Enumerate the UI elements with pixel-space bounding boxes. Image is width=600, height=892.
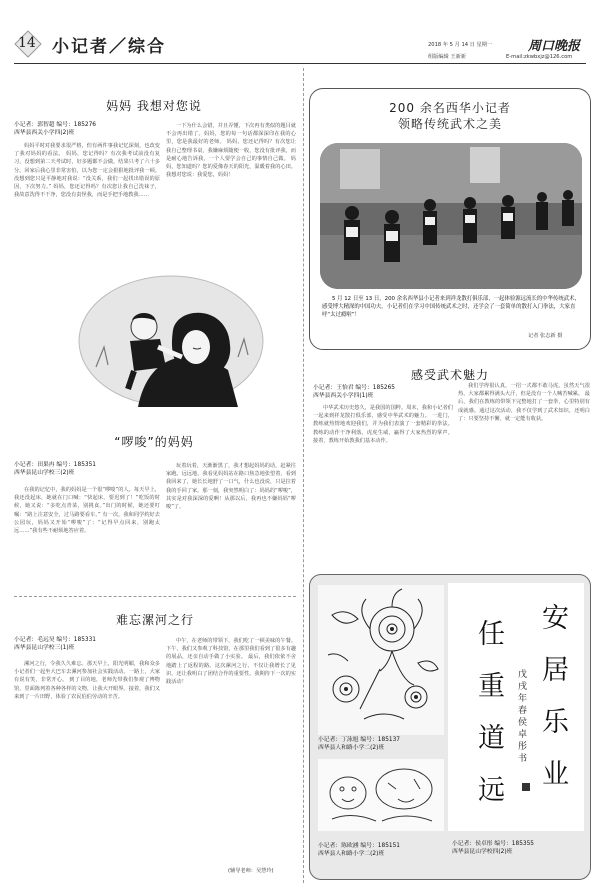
calligraphy-col1: 安居乐业 bbox=[542, 603, 569, 790]
article2-title: “啰唆”的妈妈 bbox=[114, 435, 194, 449]
calligraphy-inscription: 戊戌年春侯卓彤书 bbox=[518, 670, 528, 764]
illustration-svg bbox=[78, 275, 264, 407]
article4-col2: 我们学得很认真，一招一式都不敢马虎。虽然天气很热，大家都累得满头大汗，但是没有一个人喊苦喊累。 最后，我们在教练的带领下完整地打了一套拳，心里特别有成就感。通过这次活动，我不仅学到了武术知识，还明白了：只要坚持不懈，就一定能有收获。 bbox=[458, 383, 590, 422]
article2-school: 西华县昆山学校三(2)班 bbox=[14, 469, 75, 476]
flower-drawing-svg bbox=[318, 585, 444, 735]
art2-school: 西华县人和路小学二(2)班 bbox=[318, 850, 385, 857]
photo-caption: 5 月 12 日至 13 日，200 余名西华县小记者来到祥龙散打俱乐部，一起体验源远流长的中华传统武术，感受博大精深的中国功夫。小记者们在学习中国传统武术之时，还学会了一套简单的散打入门拳法，大家直呼“太过瘾啦”！ bbox=[322, 296, 580, 319]
page-number: 14 bbox=[18, 35, 36, 51]
art2-author: 小记者：陈欧涵 编号：185151 bbox=[318, 843, 400, 849]
art3-school: 西华县昆山学校四(2)班 bbox=[452, 848, 513, 855]
article3-author: 小记者：毛远昊 编号：185331 bbox=[14, 637, 96, 643]
article1-school: 西华县西关小学四(2)班 bbox=[14, 129, 75, 136]
cartoon-drawing bbox=[318, 759, 444, 831]
editors-line: 组版编辑 王新新 bbox=[428, 54, 466, 60]
cartoon-drawing-svg bbox=[318, 759, 444, 831]
photo-credit: 记者 张志新 摄 bbox=[528, 333, 563, 339]
column-divider bbox=[303, 68, 304, 883]
calligraphy-col2: 任重道远 bbox=[478, 619, 505, 806]
article1-author: 小记者：郭智超 编号：185276 bbox=[14, 122, 96, 128]
art1-byline bbox=[318, 737, 448, 752]
photo-news-title-line2: 领略传统武术之美 bbox=[397, 117, 502, 131]
article3-school: 西华县昆山学校三(1)班 bbox=[14, 644, 75, 651]
section-title: 小记者／综合 bbox=[52, 37, 166, 57]
page-number-badge bbox=[14, 30, 42, 58]
art3-author: 小记者：侯卓彤 编号：185355 bbox=[452, 841, 534, 847]
martial-arts-photo bbox=[320, 143, 582, 289]
date-line: 2018 年 5 月 14 日 星期一 bbox=[428, 42, 493, 48]
art-corner-box bbox=[309, 574, 591, 880]
article3-byline bbox=[14, 637, 164, 652]
article3-teacher: (辅导老师：吴慧玲) bbox=[228, 868, 274, 874]
logo-text: 周口晚报 bbox=[528, 39, 581, 54]
article4-title: 感受武术魅力 bbox=[410, 368, 489, 382]
art2-byline bbox=[318, 843, 448, 858]
martial-arts-photo-svg bbox=[320, 143, 582, 289]
article4-author: 小记者：王怡君 编号：185265 bbox=[313, 385, 395, 391]
photo-news-title-line1: 200 余名西华小记者 bbox=[389, 101, 511, 115]
article2-col1: 在我的记忆中，我的妈妈是一个很“啰唆”的人。每天早上，我还没起床，她就在门口喊：“快起床，要迟到了！”吃饭的时候，她又说：“多吃点青菜，别挑食。”出门的时候，她还要叮嘱：“路上注意安全，过马路要看车。” 有一次，我和同学约好去公园玩，妈妈又开始“啰唆”了：“记得早点回来，别跑太远……”我有些不耐烦地答应着。 bbox=[14, 487, 160, 535]
article4-school: 西华县西关小学四(1)班 bbox=[313, 392, 374, 399]
calligraphy-seal bbox=[522, 783, 530, 791]
article4-byline bbox=[313, 385, 463, 400]
art1-school: 西华县人和路小学二(2)班 bbox=[318, 744, 385, 751]
flower-drawing bbox=[318, 585, 444, 735]
article1-col1: 妈妈平时对我要求很严格，但有两件事我记忆深刻，也改变了我对妈妈的看法。 妈妈，您记得吗？有次我考试前没有复习，没想到第二天考试时，好多题都不会做，结果只考了六十多分。回家后我心里非常害怕，以为您一定会狠狠地批评我一顿。没想到您只是平静地对我说：“没关系，我们一起找出错误的原因，下次努力。” 妈妈，您还记得吗？有次您让我自己洗袜子，我故意洗得不干净，您没有责怪我，而是手把手地教我…… bbox=[14, 143, 160, 199]
article3-col2: 中午，在老师的带领下，我们吃了一顿美味的午餐。下午，我们又参观了科技馆，在那里我们看到了很多有趣的展品，还亲自动手做了小实验。 最后，我们依依不舍地踏上了返程的路。这次漯河之行，不仅让我增长了见识，还让我明白了团结合作的重要性。我期待下一次的实践活动！ bbox=[166, 638, 296, 686]
art3-byline bbox=[452, 841, 592, 856]
article1-col2: 一下为什么会错，并且弄懂，下次再有类似的题目就不会再出错了。妈妈，您的每一句话都深深印在我的心里，您是我最好的老师。 妈妈，您还记得吗？有次您让我自己整理书桌，我嫌麻烦随便一收，您没有批评我，而是耐心地告诉我，一个人要学会自己的事情自己做。 妈妈，您知道吗？您的爱像春天的阳光，温暖着我的心田。我想对您说：我爱您，妈妈！ bbox=[166, 123, 296, 179]
photo-news-box bbox=[309, 88, 591, 350]
mother-child-illustration bbox=[78, 275, 264, 407]
article3-title: 难忘漯河之行 bbox=[115, 613, 194, 627]
page-header bbox=[14, 30, 586, 66]
article2-col2: 玩着玩着，天渐渐黑了，我才想起妈妈的话，赶紧往家跑。远远地，我看见妈妈站在路口焦急地张望着，看到我回来了，她长长地舒了一口气，什么也没说，只是拉着我的手回了家。那一刻，我突然明白了：妈妈的“啰唆”，其实是对我深深的爱啊！从那以后，我再也不嫌妈妈“啰唆”了。 bbox=[166, 463, 296, 511]
divider-left-middle bbox=[14, 596, 296, 597]
calligraphy-panel bbox=[448, 583, 584, 831]
article1-byline bbox=[14, 122, 164, 137]
email-line: E-mail:zkwbxjz@126.com bbox=[506, 54, 573, 60]
article2-byline bbox=[14, 462, 164, 477]
article2-author: 小记者：田果冉 编号：185351 bbox=[14, 462, 96, 468]
article1-title: 妈妈 我想对您说 bbox=[106, 99, 202, 113]
header-rule bbox=[14, 63, 586, 64]
article3-col1: 漯河之行，令我久久难忘。那天早上，阳光明媚，我和众多小记者们一起坐大巴车去漯河参加社会实践活动。一路上，大家有说有笑，非常开心。 到了目的地，老师先带我们参观了博物馆，里面陈列着各种各样的文物，让我大开眼界。接着，我们又来到了一片田野，体验了农民伯伯劳动的辛苦。 bbox=[14, 661, 160, 700]
art1-author: 小记者：丁泳旭 编号：185137 bbox=[318, 737, 400, 743]
article4-col1: 中华武术历史悠久，是我国的国粹。周末，我和小记者们一起来到祥龙散打俱乐部，感受中华武术的魅力。 一进门，教练就热情地欢迎我们，并为我们表演了一套精彩的拳法。教练的动作干净利落，虎虎生威，赢得了大家热烈的掌声。接着，教练开始教我们基本动作。 bbox=[313, 405, 453, 444]
